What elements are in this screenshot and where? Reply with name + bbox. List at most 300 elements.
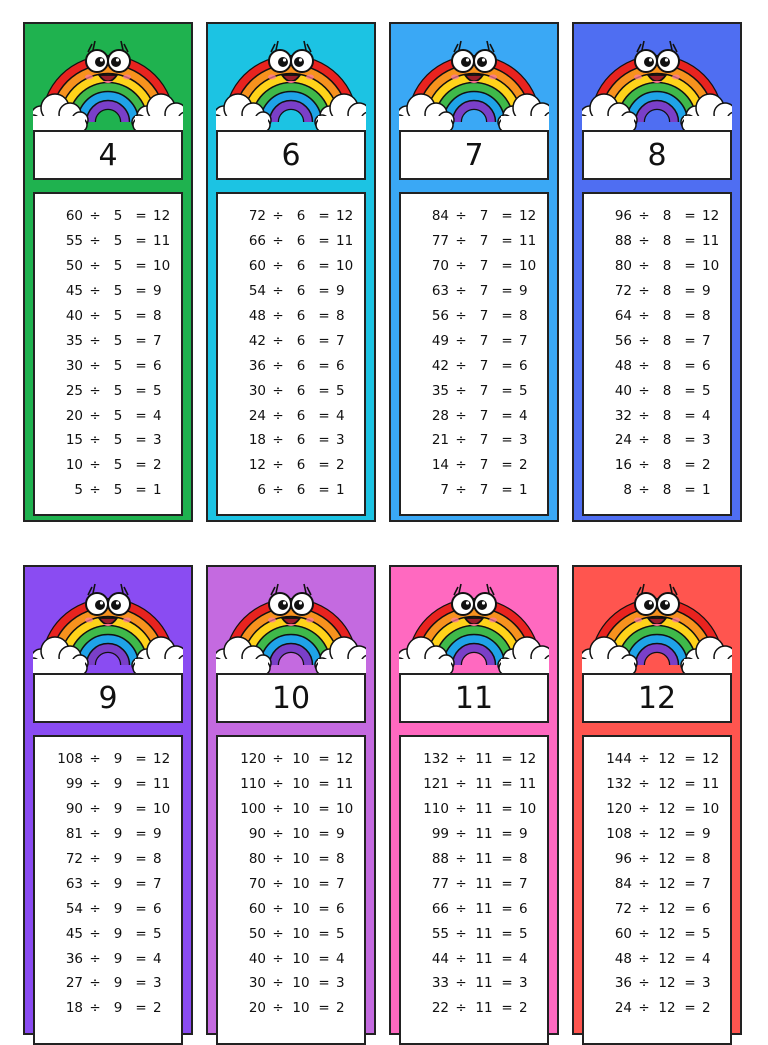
dividend: 42 (248, 332, 266, 349)
equals-sign: = (318, 208, 330, 225)
fact-row (35, 822, 181, 847)
division-card-8 (572, 22, 742, 522)
divisor: 7 (479, 258, 489, 275)
quotient: 3 (702, 432, 711, 449)
divisor: 8 (662, 357, 672, 374)
divisor: 6 (296, 233, 306, 250)
divisor: 11 (475, 776, 493, 793)
fact-row (584, 328, 730, 353)
divide-sign: ÷ (638, 258, 650, 275)
divisor: 7 (479, 382, 489, 399)
divide-sign: ÷ (455, 826, 467, 843)
divide-sign: ÷ (89, 308, 101, 324)
equals-sign: = (318, 776, 330, 793)
fact-row (401, 453, 547, 478)
fact-row (35, 378, 181, 403)
fact-row (218, 797, 364, 822)
fact-row (35, 328, 181, 353)
equals-sign: = (684, 407, 696, 424)
rainbow-mascot (216, 30, 366, 130)
fact-row (401, 747, 547, 772)
divide-sign: ÷ (455, 925, 467, 942)
fact-row (401, 996, 547, 1021)
quotient: 7 (702, 332, 711, 349)
quotient: 6 (702, 900, 711, 917)
dividend: 10 (65, 457, 83, 474)
divide-sign: ÷ (455, 801, 467, 818)
fact-row (401, 304, 547, 329)
fact-row (218, 478, 364, 503)
dividend: 48 (614, 357, 632, 374)
fact-row (218, 428, 364, 453)
divide-sign: ÷ (89, 407, 101, 424)
fact-row (401, 353, 547, 378)
dividend: 36 (614, 975, 632, 992)
equals-sign: = (501, 851, 513, 867)
divisor: 12 (658, 875, 676, 892)
division-card-9 (23, 565, 193, 1035)
divisor: 11 (475, 975, 493, 992)
divisor: 10 (292, 950, 310, 967)
fact-row (35, 971, 181, 996)
divide-sign: ÷ (89, 950, 101, 967)
dividend: 132 (423, 751, 449, 768)
divide-sign: ÷ (455, 308, 467, 324)
equals-sign: = (684, 457, 696, 474)
quotient: 10 (153, 258, 171, 275)
divisor: 8 (662, 407, 672, 424)
fact-row (584, 996, 730, 1021)
equals-sign: = (501, 925, 513, 942)
fact-list (399, 735, 549, 1045)
quotient: 5 (519, 925, 528, 942)
dividend: 28 (431, 407, 449, 424)
equals-sign: = (135, 432, 147, 449)
dividend: 90 (65, 801, 83, 818)
dividend: 5 (74, 482, 83, 499)
divisor: 9 (113, 1000, 123, 1017)
fact-row (584, 378, 730, 403)
equals-sign: = (318, 875, 330, 892)
divide-sign: ÷ (89, 482, 101, 499)
divide-sign: ÷ (89, 332, 101, 349)
quotient: 5 (702, 382, 711, 399)
equals-sign: = (501, 407, 513, 424)
divisor: 8 (662, 308, 672, 324)
dividend: 81 (65, 826, 83, 843)
dividend: 108 (57, 751, 83, 768)
divisor: 7 (479, 432, 489, 449)
fact-row (584, 204, 730, 229)
divide-sign: ÷ (272, 925, 284, 942)
quotient: 1 (519, 482, 528, 499)
fact-row (218, 453, 364, 478)
dividend: 77 (431, 875, 449, 892)
quotient: 7 (153, 875, 162, 892)
dividend: 70 (431, 258, 449, 275)
divide-sign: ÷ (89, 432, 101, 449)
divisor: 9 (113, 776, 123, 793)
fact-row (218, 871, 364, 896)
equals-sign: = (135, 258, 147, 275)
quotient: 8 (153, 308, 162, 324)
quotient: 10 (336, 258, 354, 275)
dividend: 84 (614, 875, 632, 892)
equals-sign: = (318, 407, 330, 424)
dividend: 36 (65, 950, 83, 967)
divisor: 8 (662, 283, 672, 300)
divide-sign: ÷ (455, 233, 467, 250)
equals-sign: = (501, 826, 513, 843)
dividend: 33 (431, 975, 449, 992)
divide-sign: ÷ (272, 457, 284, 474)
divisor: 12 (658, 950, 676, 967)
equals-sign: = (135, 332, 147, 349)
dividend: 121 (423, 776, 449, 793)
equals-sign: = (135, 482, 147, 499)
divisor: 12 (658, 801, 676, 818)
rainbow-mascot (216, 573, 366, 673)
quotient: 3 (153, 432, 162, 449)
fact-row (401, 797, 547, 822)
equals-sign: = (501, 208, 513, 225)
divide-sign: ÷ (638, 357, 650, 374)
divisor: 12 (658, 900, 676, 917)
equals-sign: = (501, 332, 513, 349)
quotient: 6 (519, 357, 528, 374)
equals-sign: = (318, 801, 330, 818)
divide-sign: ÷ (455, 457, 467, 474)
quotient: 2 (153, 457, 162, 474)
card-title: 10 (216, 673, 366, 723)
quotient: 12 (519, 751, 537, 768)
divisor: 7 (479, 357, 489, 374)
fact-row (584, 304, 730, 329)
divide-sign: ÷ (272, 975, 284, 992)
divide-sign: ÷ (638, 208, 650, 225)
fact-row (218, 772, 364, 797)
equals-sign: = (135, 826, 147, 843)
divisor: 11 (475, 875, 493, 892)
quotient: 10 (153, 801, 171, 818)
divide-sign: ÷ (638, 801, 650, 818)
divisor: 5 (113, 332, 123, 349)
fact-row (401, 204, 547, 229)
dividend: 72 (614, 900, 632, 917)
divide-sign: ÷ (638, 975, 650, 992)
quotient: 1 (153, 482, 162, 499)
divide-sign: ÷ (638, 950, 650, 967)
dividend: 132 (606, 776, 632, 793)
equals-sign: = (318, 457, 330, 474)
divisor: 8 (662, 233, 672, 250)
equals-sign: = (318, 432, 330, 449)
equals-sign: = (318, 950, 330, 967)
equals-sign: = (135, 875, 147, 892)
divide-sign: ÷ (272, 751, 284, 768)
fact-row (35, 353, 181, 378)
divisor: 6 (296, 457, 306, 474)
equals-sign: = (501, 357, 513, 374)
divisor: 7 (479, 308, 489, 324)
fact-row (401, 822, 547, 847)
quotient: 8 (702, 851, 711, 867)
divide-sign: ÷ (89, 1000, 101, 1017)
divide-sign: ÷ (89, 751, 101, 768)
equals-sign: = (135, 900, 147, 917)
equals-sign: = (501, 258, 513, 275)
quotient: 4 (702, 407, 711, 424)
dividend: 27 (65, 975, 83, 992)
fact-row (584, 279, 730, 304)
divisor: 10 (292, 875, 310, 892)
quotient: 2 (153, 1000, 162, 1017)
divide-sign: ÷ (272, 950, 284, 967)
quotient: 11 (519, 776, 537, 793)
equals-sign: = (135, 950, 147, 967)
fact-row (401, 229, 547, 254)
quotient: 7 (153, 332, 162, 349)
equals-sign: = (135, 1000, 147, 1017)
dividend: 50 (248, 925, 266, 942)
dividend: 35 (65, 332, 83, 349)
quotient: 2 (702, 457, 711, 474)
fact-list (399, 192, 549, 516)
quotient: 7 (336, 332, 345, 349)
dividend: 88 (431, 851, 449, 867)
quotient: 9 (519, 826, 528, 843)
divide-sign: ÷ (455, 751, 467, 768)
equals-sign: = (318, 975, 330, 992)
quotient: 3 (519, 975, 528, 992)
equals-sign: = (135, 975, 147, 992)
divide-sign: ÷ (638, 826, 650, 843)
fact-row (401, 946, 547, 971)
divisor: 11 (475, 751, 493, 768)
quotient: 8 (519, 308, 528, 324)
divisor: 11 (475, 900, 493, 917)
divisor: 5 (113, 357, 123, 374)
equals-sign: = (501, 308, 513, 324)
dividend: 55 (65, 233, 83, 250)
fact-list (582, 192, 732, 516)
divisor: 5 (113, 208, 123, 225)
quotient: 9 (336, 826, 345, 843)
equals-sign: = (318, 357, 330, 374)
equals-sign: = (318, 233, 330, 250)
divide-sign: ÷ (455, 382, 467, 399)
quotient: 8 (336, 851, 345, 867)
divisor: 9 (113, 950, 123, 967)
equals-sign: = (135, 357, 147, 374)
fact-list (582, 735, 732, 1045)
fact-row (401, 847, 547, 872)
equals-sign: = (684, 826, 696, 843)
fact-row (584, 921, 730, 946)
divisor: 7 (479, 233, 489, 250)
quotient: 7 (519, 332, 528, 349)
divide-sign: ÷ (89, 382, 101, 399)
divide-sign: ÷ (89, 283, 101, 300)
divisor: 6 (296, 283, 306, 300)
fact-row (401, 428, 547, 453)
fact-row (35, 797, 181, 822)
dividend: 8 (623, 482, 632, 499)
dividend: 48 (614, 950, 632, 967)
divisor: 9 (113, 751, 123, 768)
fact-list (216, 735, 366, 1045)
divisor: 6 (296, 308, 306, 324)
dividend: 50 (65, 258, 83, 275)
divide-sign: ÷ (638, 900, 650, 917)
quotient: 12 (702, 208, 720, 225)
divisor: 10 (292, 826, 310, 843)
division-card-4 (23, 22, 193, 522)
divide-sign: ÷ (638, 283, 650, 300)
quotient: 7 (519, 875, 528, 892)
rainbow-mascot-icon (33, 573, 183, 673)
fact-row (35, 996, 181, 1021)
equals-sign: = (318, 1000, 330, 1017)
equals-sign: = (135, 382, 147, 399)
fact-row (584, 478, 730, 503)
dividend: 21 (431, 432, 449, 449)
dividend: 54 (248, 283, 266, 300)
card-title: 9 (33, 673, 183, 723)
divide-sign: ÷ (272, 776, 284, 793)
division-card-11 (389, 565, 559, 1035)
equals-sign: = (684, 357, 696, 374)
fact-row (35, 204, 181, 229)
division-card-12 (572, 565, 742, 1035)
fact-row (218, 921, 364, 946)
divisor: 9 (113, 801, 123, 818)
divide-sign: ÷ (455, 900, 467, 917)
fact-row (401, 871, 547, 896)
divisor: 8 (662, 432, 672, 449)
equals-sign: = (135, 925, 147, 942)
divisor: 9 (113, 851, 123, 867)
equals-sign: = (684, 875, 696, 892)
equals-sign: = (318, 258, 330, 275)
divide-sign: ÷ (89, 208, 101, 225)
equals-sign: = (684, 332, 696, 349)
divisor: 6 (296, 332, 306, 349)
divide-sign: ÷ (272, 432, 284, 449)
quotient: 1 (702, 482, 711, 499)
divide-sign: ÷ (272, 875, 284, 892)
equals-sign: = (501, 382, 513, 399)
fact-row (584, 797, 730, 822)
dividend: 18 (65, 1000, 83, 1017)
quotient: 9 (153, 826, 162, 843)
fact-row (35, 279, 181, 304)
dividend: 18 (248, 432, 266, 449)
dividend: 35 (431, 382, 449, 399)
equals-sign: = (318, 925, 330, 942)
equals-sign: = (684, 258, 696, 275)
dividend: 48 (248, 308, 266, 324)
quotient: 6 (153, 357, 162, 374)
divisor: 10 (292, 751, 310, 768)
quotient: 2 (702, 1000, 711, 1017)
fact-row (35, 478, 181, 503)
divide-sign: ÷ (272, 258, 284, 275)
dividend: 6 (257, 482, 266, 499)
fact-row (218, 279, 364, 304)
dividend: 45 (65, 283, 83, 300)
dividend: 40 (248, 950, 266, 967)
divide-sign: ÷ (272, 308, 284, 324)
equals-sign: = (135, 208, 147, 225)
fact-row (35, 871, 181, 896)
dividend: 66 (248, 233, 266, 250)
dividend: 49 (431, 332, 449, 349)
equals-sign: = (135, 776, 147, 793)
fact-row (218, 946, 364, 971)
equals-sign: = (135, 407, 147, 424)
dividend: 72 (614, 283, 632, 300)
divisor: 10 (292, 776, 310, 793)
quotient: 11 (336, 233, 354, 250)
card-title: 7 (399, 130, 549, 180)
fact-row (401, 772, 547, 797)
divisor: 8 (662, 382, 672, 399)
fact-row (401, 279, 547, 304)
fact-row (401, 478, 547, 503)
equals-sign: = (501, 751, 513, 768)
fact-row (35, 772, 181, 797)
equals-sign: = (135, 751, 147, 768)
quotient: 11 (153, 776, 171, 793)
equals-sign: = (501, 457, 513, 474)
divisor: 5 (113, 482, 123, 499)
dividend: 12 (248, 457, 266, 474)
fact-row (35, 896, 181, 921)
divisor: 10 (292, 801, 310, 818)
dividend: 25 (65, 382, 83, 399)
rainbow-mascot-icon (216, 573, 366, 673)
equals-sign: = (684, 950, 696, 967)
quotient: 4 (336, 950, 345, 967)
fact-row (218, 304, 364, 329)
dividend: 110 (423, 801, 449, 818)
divide-sign: ÷ (638, 925, 650, 942)
divisor: 6 (296, 208, 306, 225)
dividend: 96 (614, 851, 632, 867)
card-title: 12 (582, 673, 732, 723)
divisor: 6 (296, 258, 306, 275)
equals-sign: = (135, 308, 147, 324)
divisor: 11 (475, 801, 493, 818)
fact-row (401, 403, 547, 428)
equals-sign: = (501, 432, 513, 449)
divide-sign: ÷ (638, 851, 650, 867)
divisor: 9 (113, 875, 123, 892)
divide-sign: ÷ (638, 875, 650, 892)
divide-sign: ÷ (272, 482, 284, 499)
equals-sign: = (684, 776, 696, 793)
equals-sign: = (684, 208, 696, 225)
equals-sign: = (135, 233, 147, 250)
equals-sign: = (684, 801, 696, 818)
equals-sign: = (501, 900, 513, 917)
divide-sign: ÷ (455, 875, 467, 892)
equals-sign: = (684, 482, 696, 499)
dividend: 99 (65, 776, 83, 793)
dividend: 60 (65, 208, 83, 225)
fact-row (218, 254, 364, 279)
